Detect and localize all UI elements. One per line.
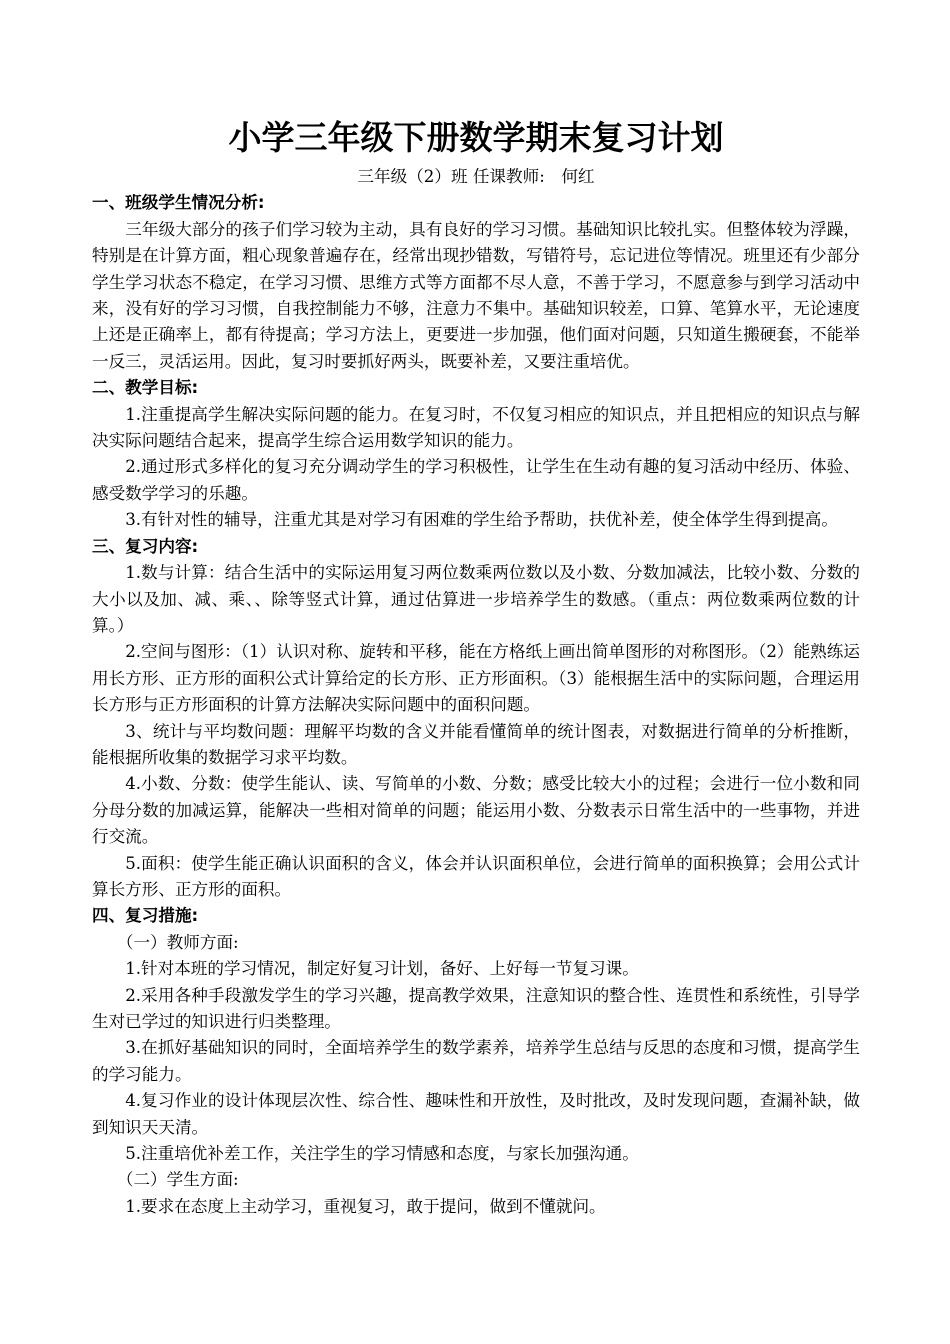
document-page [92,118,860,1220]
paragraph: 5.面积：使学生能正确认识面积的含义，体会并认识面积单位，会进行简单的面积换算；会用公式计算长方形、正方形的面积。 [92,853,860,899]
paragraph: 3.在抓好基础知识的同时，全面培养学生的数学素养，培养学生总结与反思的态度和习惯，提高学生的学习能力。 [92,1038,860,1084]
section-heading: 三、复习内容: [92,536,199,556]
paragraph: 1.数与计算：结合生活中的实际运用复习两位数乘两位数以及小数、分数加减法，比较小数、分数的大小以及加、减、乘、、除等竖式计算，通过估算进一步培养学生的数感。（重点：两位数乘两位数的计算。） [92,563,860,635]
paragraph: 三年级大部分的孩子们学习较为主动，具有良好的学习习惯。基础知识比较扎实。但整体较为浮躁，特别是在计算方面，粗心现象普遍存在，经常出现抄错数，写错符号，忘记进位等情况。班里还有少部分学生学习状态不稳定，在学习习惯、思维方式等方面都不尽人意，不善于学习，不愿意参与到学习活动中来，没有好的学习习惯，自我控制能力不够，注意力不集中。基础知识较差，口算、笔算水平，无论速度上还是正确率上，都有待提高；学习方法上，更要进一步加强，他们面对问题，只知道生搬硬套，不能举一反三，灵活运用。因此，复习时要抓好两头，既要补差，又要注重培优。 [92,219,860,371]
paragraph: 4.复习作业的设计体现层次性、综合性、趣味性和开放性，及时批改，及时发现问题，查漏补缺，做到知识天天清。 [92,1091,860,1137]
paragraph: 5.注重培优补差工作，关注学生的学习情感和态度，与家长加强沟通。 [125,1144,639,1164]
section-heading: 四、复习措施: [92,906,199,926]
paragraph: 4.小数、分数：使学生能认、读、写简单的小数、分数；感受比较大小的过程；会进行一位小数和同分母分数的加减运算，能解决一些相对简单的问题；能运用小数、分数表示日常生活中的一些事物，并进行交流。 [92,774,860,847]
paragraph: 1.注重提高学生解决实际问题的能力。在复习时，不仅复习相应的知识点，并且把相应的知识点与解决实际问题结合起来，提高学生综合运用数学知识的能力。 [92,404,860,451]
subsection-heading: （一）教师方面: [116,932,239,952]
paragraph: 3.有针对性的辅导，注重尤其是对学习有困难的学生给予帮助，扶优补差，使全体学生得到提高。 [125,510,838,530]
paragraph: 2.空间与图形：（1）认识对称、旋转和平移，能在方格纸上画出简单图形的对称图形。（2）能熟练运用长方形、正方形的面积公式计算给定的长方形、正方形面积。（3）能根据生活中的实际问题，合理运用长方形与正方形面积的计算方法解决实际问题中的面积问题。 [92,642,860,715]
document-subtitle: 三年级（2）班 任课教师: 何红 [357,167,595,186]
paragraph: 1.针对本班的学习情况，制定好复习计划，备好、上好每一节复习课。 [125,959,639,979]
subsection-heading: （二）学生方面: [116,1170,239,1190]
paragraph: 1.要求在态度上主动学习，重视复习，敢于提问，做到不懂就问。 [125,1196,606,1216]
section-heading: 一、班级学生情况分析: [92,193,265,213]
paragraph: 3、统计与平均数问题：理解平均数的含义并能看懂简单的统计图表，对数据进行简单的分析推断，能根据所收集的数据学习求平均数。 [92,721,860,767]
section-heading: 二、教学目标: [92,378,199,398]
paragraph: 2.通过形式多样化的复习充分调动学生的学习积极性，让学生在生动有趣的复习活动中经历、体验、感受数学学习的乐趣。 [92,457,860,503]
document-title: 小学三年级下册数学期末复习计划 [228,118,724,157]
paragraph: 2.采用各种手段激发学生的学习兴趣，提高教学效果，注意知识的整合性、连贯性和系统性，引导学生对已学过的知识进行归类整理。 [92,985,860,1031]
